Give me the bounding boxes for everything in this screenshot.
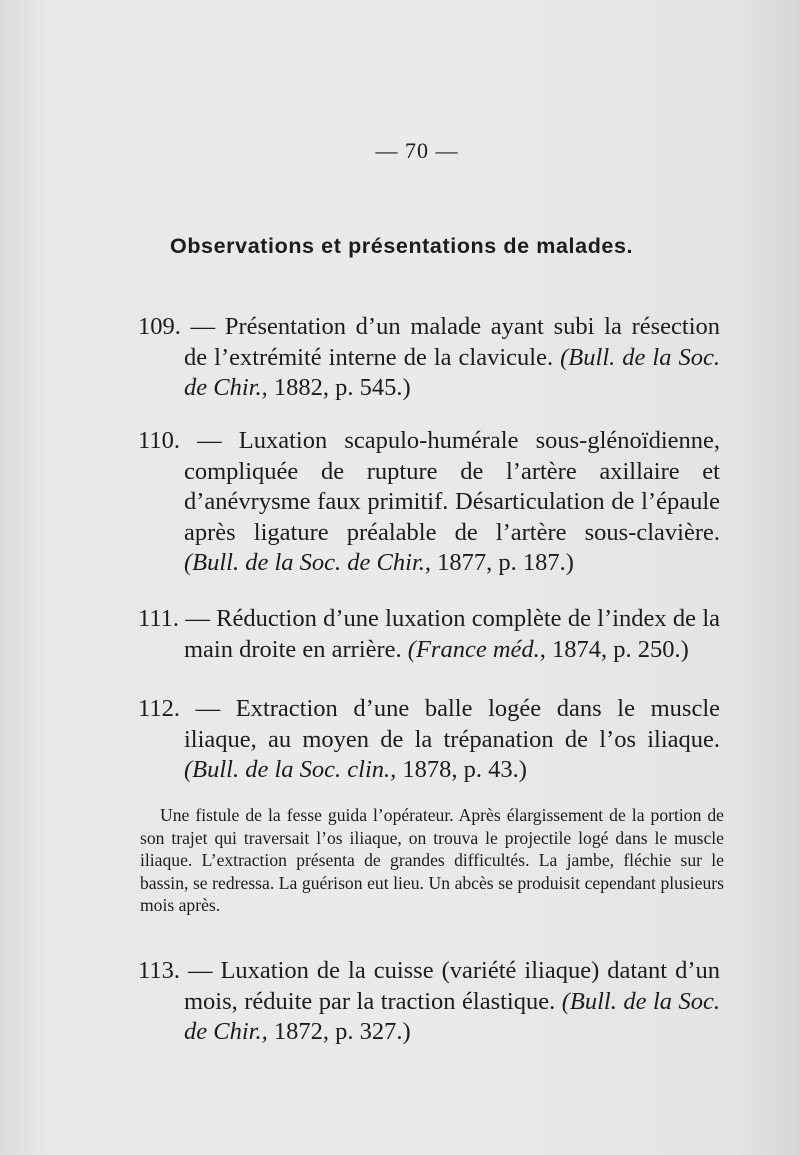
entry-112 (138, 694, 720, 786)
entry-citation: 1882, p. 545.) (267, 374, 411, 401)
entry-number: 111. (138, 605, 180, 632)
entry-text: — Présentation d’un malade ayant subi la résection de l’extrémité interne de la clavicule. (184, 313, 721, 371)
entry-number: 113. (138, 957, 180, 984)
entry-113 (138, 956, 720, 1048)
entry-111 (138, 604, 720, 665)
entry-text: — Réduction d’une luxation complète de l’index de la main droite en arrière. (184, 605, 720, 663)
page-number: — 70 — (375, 138, 459, 163)
entry-reference: (France méd., (407, 635, 546, 663)
entry-reference: (Bull. de la Soc. de Chir., (184, 549, 432, 576)
entry-text: — Luxation scapulo-humérale sous-glénoïdienne, compliquée de rupture de l’artère axillaire et d’anévrysme faux primitif. Désarticulation de l’épaule après ligature préalable de l’artère sous-clavière. (184, 427, 721, 546)
entry-text: — Luxation de la cuisse (variété iliaque) datant d’un mois, réduite par la traction élastique. (184, 957, 720, 1015)
clinical-note (140, 804, 724, 917)
entry-109 (138, 312, 720, 404)
entry-citation: 1872, p. 327.) (267, 1018, 411, 1045)
note-text: Une fistule de la fesse guida l’opérateur. Après élargissement de la portion de son trajet qui traversait l’os iliaque, on trouva le projectile logé dans le muscle iliaque. L’extraction présenta de grandes difficultés. La jambe, fléchie sur le bassin, se redressa. La guérison eut lieu. Un abcès se produisit cependant plusieurs mois après. (140, 805, 724, 915)
entry-number: 112. (138, 695, 180, 722)
entry-reference: (Bull. de la Soc. clin., (184, 756, 397, 783)
entry-text: — Extraction d’une balle logée dans le muscle iliaque, au moyen de la trépanation de l’os iliaque. (184, 695, 721, 753)
entry-citation: 1874, p. 250.) (545, 635, 689, 663)
entry-reference: (Bull. de la Soc. de Chir., (184, 343, 721, 401)
entry-reference: (Bull. de la Soc. de Chir., (184, 987, 721, 1045)
entry-citation: 1877, p. 187.) (431, 549, 574, 576)
section-title: Observations et présentations de malades. (170, 234, 634, 258)
entry-number: 109. (138, 313, 181, 340)
entry-citation: 1878, p. 43.) (396, 756, 527, 783)
entry-110 (138, 426, 720, 579)
entry-number: 110. (138, 427, 180, 454)
